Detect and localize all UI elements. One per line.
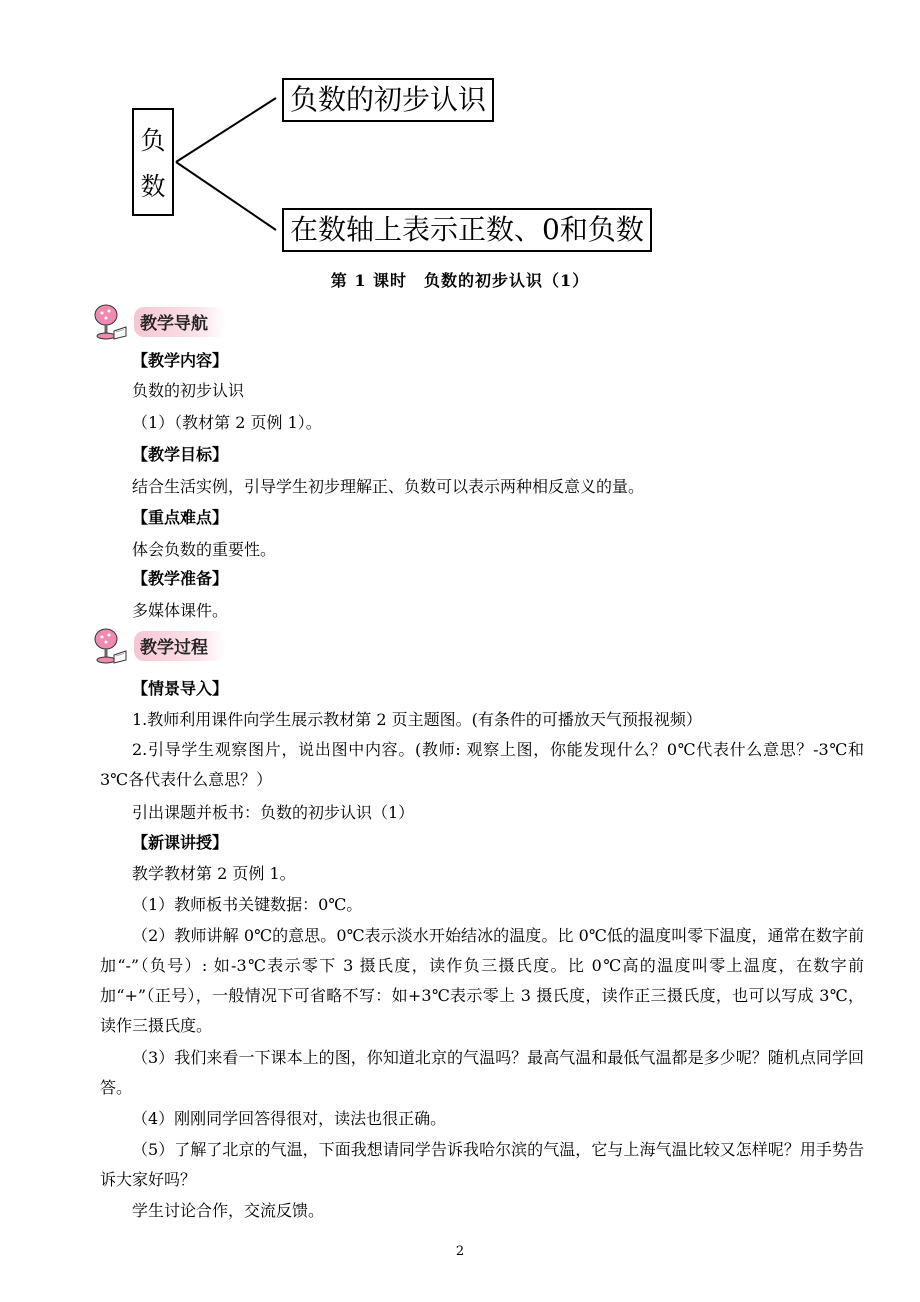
new-step-6: 学生讨论合作，交流反馈。 (132, 1201, 325, 1220)
diagram-branch-1: 负数的初步认识 (282, 78, 494, 122)
content-line-2: （1）（教材第 2 页例 1）。 (132, 413, 322, 432)
diagram-branch-2: 在数轴上表示正数、0和负数 (282, 208, 652, 252)
content-line-1: 负数的初步认识 (132, 381, 245, 400)
heading-prep: 【教学准备】 (132, 569, 229, 588)
root-char-2: 数 (140, 172, 166, 201)
intro-step-2: 2.引导学生观察图片，说出图中内容。(教师: 观察上图，你能发现什么？0℃代表什么意思？-3℃和 3℃各代表什么意思？） (100, 740, 864, 789)
heading-intro: 【情景导入】 (132, 679, 229, 698)
heading-content: 【教学内容】 (132, 351, 229, 370)
concept-diagram (0, 0, 920, 265)
banner-teaching-process (92, 626, 226, 666)
heading-goal: 【教学目标】 (132, 445, 229, 464)
page-number: 2 (455, 1244, 465, 1259)
prep-text: 多媒体课件。 (132, 601, 229, 620)
goal-text: 结合生活实例，引导学生初步理解正、负数可以表示两种相反意义的量。 (132, 477, 645, 496)
key-text: 体会负数的重要性。 (132, 540, 277, 559)
banner-text: 教学导航 (134, 307, 226, 337)
new-step-1: （1）教师板书关键数据：0℃。 (132, 895, 363, 914)
root-char-1: 负 (140, 126, 166, 155)
new-step-4: （4）刚刚同学回答得很对，读法也很正确。 (132, 1109, 447, 1128)
new-step-3: （3）我们来看一下课本上的图，你知道北京的气温吗？最高气温和最低气温都是多少呢？随机点同学回答。 (100, 1048, 864, 1097)
banner-teaching-nav (92, 302, 226, 342)
new-step-5: （5）了解了北京的气温，下面我想请同学告诉我哈尔滨的气温，它与上海气温比较又怎样呢？用手势告诉大家好吗？ (100, 1140, 864, 1189)
lesson-title: 第 1 课时 负数的初步认识（1） (330, 271, 590, 290)
new-step-0: 教学教材第 2 页例 1。 (132, 864, 296, 883)
lamp-icon (92, 627, 128, 665)
intro-step-3: 引出课题并板书：负数的初步认识（1） (132, 803, 415, 822)
diagram-root-box (132, 108, 174, 216)
heading-key: 【重点难点】 (132, 508, 229, 527)
intro-step-1: 1.教师利用课件向学生展示教材第 2 页主题图。(有条件的可播放天气预报视频） (132, 710, 702, 729)
heading-new-lesson: 【新课讲授】 (132, 833, 229, 852)
lamp-icon (92, 303, 128, 341)
banner-text: 教学过程 (134, 631, 226, 661)
new-step-2: （2）教师讲解 0℃的意思。0℃表示淡水开始结冰的温度。比 0℃低的温度叫零下温度，通常在数字前加“-”（负号）: 如-3℃表示零下 3 摄氏度，读作负三摄氏度。比 0℃高的温度叫零上温度，在数字前加“+”（正号），一般情况下可省略不写：如+3℃表示零上 3 摄氏度，读作正三摄氏度，也可以写成 3℃，读作三摄氏度。 (100, 926, 864, 1035)
